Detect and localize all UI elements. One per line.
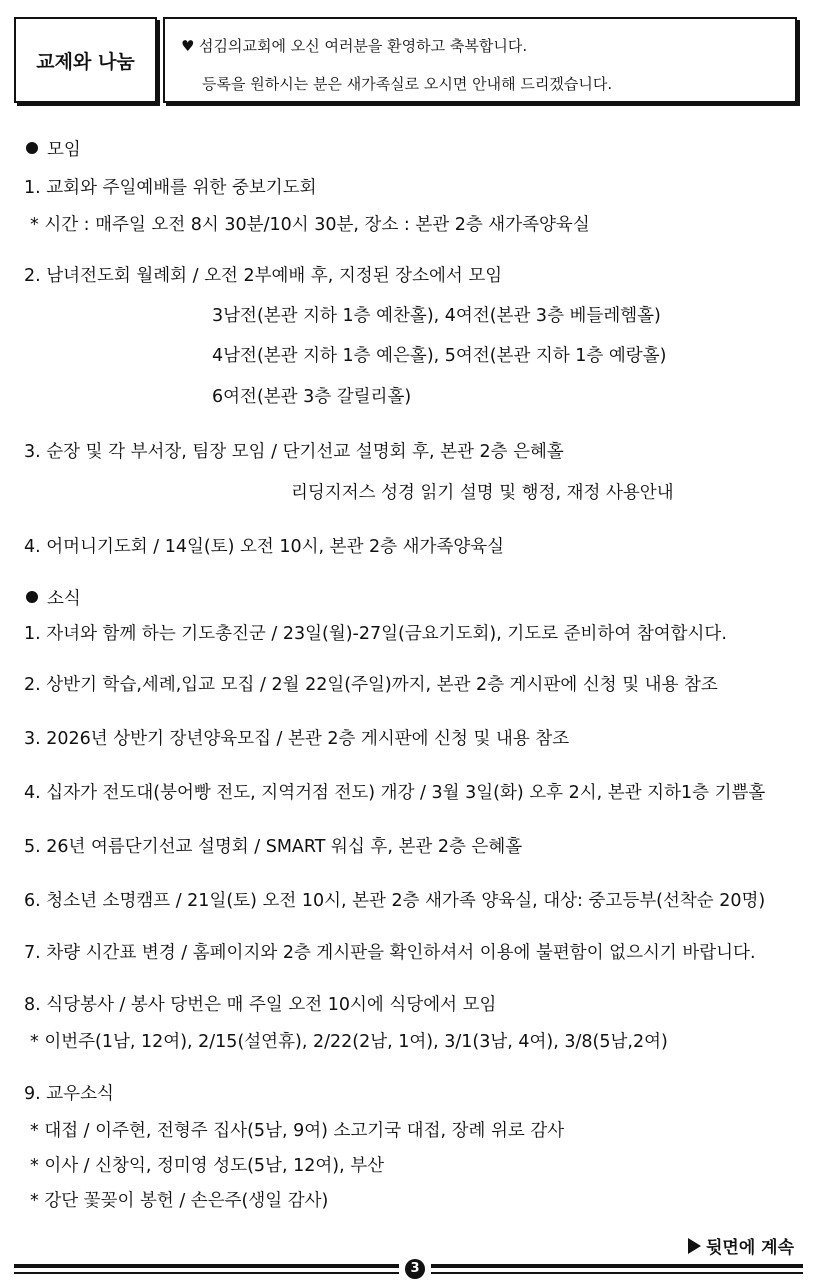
welcome-box: [163, 17, 797, 103]
footer-rule-right: [431, 1264, 803, 1268]
meeting-item: 1. 교회와 주일예배를 위한 중보기도회: [24, 178, 317, 198]
page-number: 3: [405, 1259, 425, 1279]
news-item: 9. 교우소식: [24, 1084, 114, 1104]
news-item: 6. 청소년 소명캠프 / 21일(토) 오전 10시, 본관 2층 새가족 양육실, 대상: 중고등부(선착순 20명): [24, 891, 766, 911]
news-item: * 이사 / 신창익, 정미영 성도(5남, 12여), 부산: [30, 1156, 384, 1176]
heart-icon: ♥: [181, 37, 195, 55]
meeting-item: * 시간 : 매주일 오전 8시 30분/10시 30분, 장소 : 본관 2층 새가족양육실: [30, 215, 590, 235]
welcome-line-2: 등록을 원하시는 분은 새가족실로 오시면 안내해 드리겠습니다.: [202, 75, 613, 93]
meeting-item: 4남전(본관 지하 1층 예은홀), 5여전(본관 지하 1층 예랑홀): [212, 346, 667, 366]
news-item: 7. 차량 시간표 변경 / 홈페이지와 2층 게시판을 확인하셔서 이용에 불편함이 없으시기 바랍니다.: [24, 943, 756, 963]
news-item: * 강단 꽃꽂이 봉헌 / 손은주(생일 감사): [30, 1191, 329, 1211]
triangle-right-icon: [688, 1238, 701, 1254]
welcome-line-1: ♥ 섬김의교회에 오신 여러분을 환영하고 축복합니다.: [181, 37, 528, 55]
news-item: * 대접 / 이주현, 전형주 집사(5남, 9여) 소고기국 대접, 장례 위로 감사: [30, 1121, 565, 1141]
meeting-item: 2. 남녀전도회 월례회 / 오전 2부예배 후, 지정된 장소에서 모임: [24, 266, 503, 286]
bullet-dot-icon: [26, 142, 38, 154]
meetings-heading: 모임: [26, 138, 81, 162]
continue-note: 뒷면에 계속: [688, 1233, 794, 1258]
news-item: * 이번주(1남, 12여), 2/15(설연휴), 2/22(2남, 1여), 3/1(3남, 4여), 3/8(5남,2여): [30, 1032, 668, 1052]
meeting-item: 3남전(본관 지하 1층 예찬홀), 4여전(본관 3층 베들레헴홀): [212, 306, 661, 326]
footer-rule-left: [14, 1264, 399, 1268]
footer-rule-right-thin: [431, 1272, 803, 1274]
section-title-box: [14, 17, 157, 103]
news-item: 1. 자녀와 함께 하는 기도총진군 / 23일(월)-27일(금요기도회), 기도로 준비하여 참여합시다.: [24, 624, 727, 644]
news-item: 8. 식당봉사 / 봉사 당번은 매 주일 오전 10시에 식당에서 모임: [24, 995, 497, 1015]
meeting-item: 4. 어머니기도회 / 14일(토) 오전 10시, 본관 2층 새가족양육실: [24, 537, 505, 557]
news-item: 5. 26년 여름단기선교 설명회 / SMART 워십 후, 본관 2층 은혜홀: [24, 837, 523, 857]
section-title: 교제와 나눔: [36, 50, 135, 73]
meeting-item: 리딩지저스 성경 읽기 설명 및 행정, 재정 사용안내: [291, 483, 674, 503]
footer-rule-left-thin: [14, 1272, 399, 1274]
news-item: 4. 십자가 전도대(붕어빵 전도, 지역거점 전도) 개강 / 3월 3일(화) 오후 2시, 본관 지하1층 기쁨홀: [24, 783, 766, 803]
news-heading: 소식: [26, 587, 81, 611]
news-item: 3. 2026년 상반기 장년양육모집 / 본관 2층 게시판에 신청 및 내용 참조: [24, 729, 570, 749]
news-item: 2. 상반기 학습,세례,입교 모집 / 2월 22일(주일)까지, 본관 2층 게시판에 신청 및 내용 참조: [24, 675, 718, 695]
meeting-item: 6여전(본관 3층 갈릴리홀): [212, 387, 412, 407]
meeting-item: 3. 순장 및 각 부서장, 팀장 모임 / 단기선교 설명회 후, 본관 2층 은혜홀: [24, 442, 564, 462]
bullet-dot-icon: [26, 591, 38, 603]
